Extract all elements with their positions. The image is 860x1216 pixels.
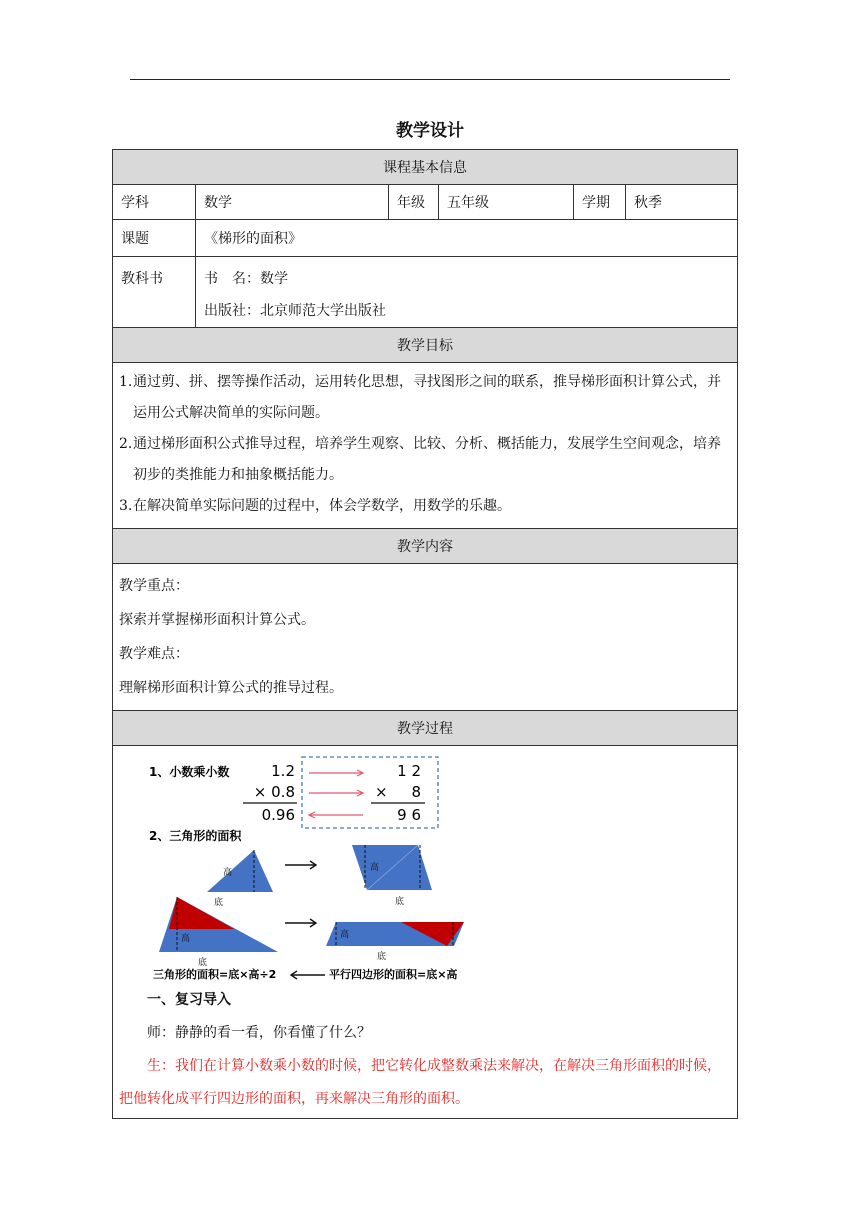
review-heading: 一、复习导入 xyxy=(147,992,231,1008)
goal-item: 3. 在解决简单实际问题的过程中，体会学数学，用数学的乐趣。 xyxy=(119,498,511,514)
topic-label: 课题 xyxy=(113,220,196,257)
term-label: 学期 xyxy=(574,185,626,220)
process-text xyxy=(113,984,737,1116)
section-process: 教学过程 xyxy=(113,711,738,746)
integer-result: 9 6 xyxy=(397,806,421,824)
part2-title: 2、三角形的面积 xyxy=(149,829,242,843)
integer-row2: 8 xyxy=(411,783,421,801)
decimal-result: 0.96 xyxy=(261,806,295,824)
textbook-label: 教科书 xyxy=(113,257,196,328)
base-label: 底 xyxy=(214,898,224,908)
grade-label: 年级 xyxy=(389,185,439,220)
height-label: 高 xyxy=(181,934,191,944)
base-label: 底 xyxy=(395,897,405,907)
triangle-formula: 三角形的面积=底×高÷2 xyxy=(153,968,277,981)
grade-value: 五年级 xyxy=(439,185,574,220)
triangle-shape xyxy=(207,850,273,892)
height-label: 高 xyxy=(340,930,350,940)
student-answer: 生：我们在计算小数乘小数的时候，把它转化成整数乘法来解决，在解决三角形面积的时候，把他转化成平行四边形的面积，再来解决三角形的面积。 xyxy=(119,1058,721,1107)
document-title: 教学设计 xyxy=(396,121,464,141)
cut-piece-shape xyxy=(169,897,234,929)
goal-item: 2. 通过梯形面积公式推导过程，培养学生观察、比较、分析、概括能力，发展学生空间观念，培养初步的类推能力和抽象概括能力。 xyxy=(119,436,721,483)
subject-label: 学科 xyxy=(113,185,196,220)
base-label: 底 xyxy=(198,958,208,968)
integer-times: × xyxy=(375,783,388,801)
key-point-label: 教学重点： xyxy=(119,578,189,594)
difficult-point-text: 理解梯形面积计算公式的推导过程。 xyxy=(119,680,343,696)
topic-value: 《梯形的面积》 xyxy=(196,220,738,257)
difficult-point-label: 教学难点： xyxy=(119,646,189,662)
integer-row1: 1 2 xyxy=(397,762,421,780)
goals-list xyxy=(113,363,738,529)
header-rule xyxy=(130,79,730,80)
parallelogram-formula: 平行四边形的面积=底×高 xyxy=(329,968,458,981)
base-label: 底 xyxy=(377,952,387,962)
decimal-row1: 1.2 xyxy=(271,762,295,780)
key-point-text: 探索并掌握梯形面积计算公式。 xyxy=(119,612,315,628)
review-diagram xyxy=(113,746,733,984)
term-value: 秋季 xyxy=(626,185,738,220)
decimal-row2: × 0.8 xyxy=(253,783,295,801)
book-name: 书 名：数学 xyxy=(204,271,288,287)
publisher: 出版社：北京师范大学出版社 xyxy=(204,303,386,319)
goal-item: 1. 通过剪、拼、摆等操作活动，运用转化思想，寻找图形之间的联系，推导梯形面积计算公式，并运用公式解决简单的实际问题。 xyxy=(119,374,721,421)
lesson-plan-table xyxy=(112,149,738,1119)
section-goals: 教学目标 xyxy=(113,328,738,363)
process-block xyxy=(113,746,738,1119)
section-content: 教学内容 xyxy=(113,529,738,564)
height-label: 高 xyxy=(370,863,380,873)
height-label: 高 xyxy=(223,868,233,878)
content-block xyxy=(113,564,738,711)
teacher-question: 师：静静的看一看，你看懂了什么？ xyxy=(147,1025,371,1041)
subject-value: 数学 xyxy=(196,185,389,220)
textbook-info xyxy=(196,257,738,328)
section-basic-info: 课程基本信息 xyxy=(113,150,738,185)
part1-title: 1、小数乘小数 xyxy=(149,765,230,779)
